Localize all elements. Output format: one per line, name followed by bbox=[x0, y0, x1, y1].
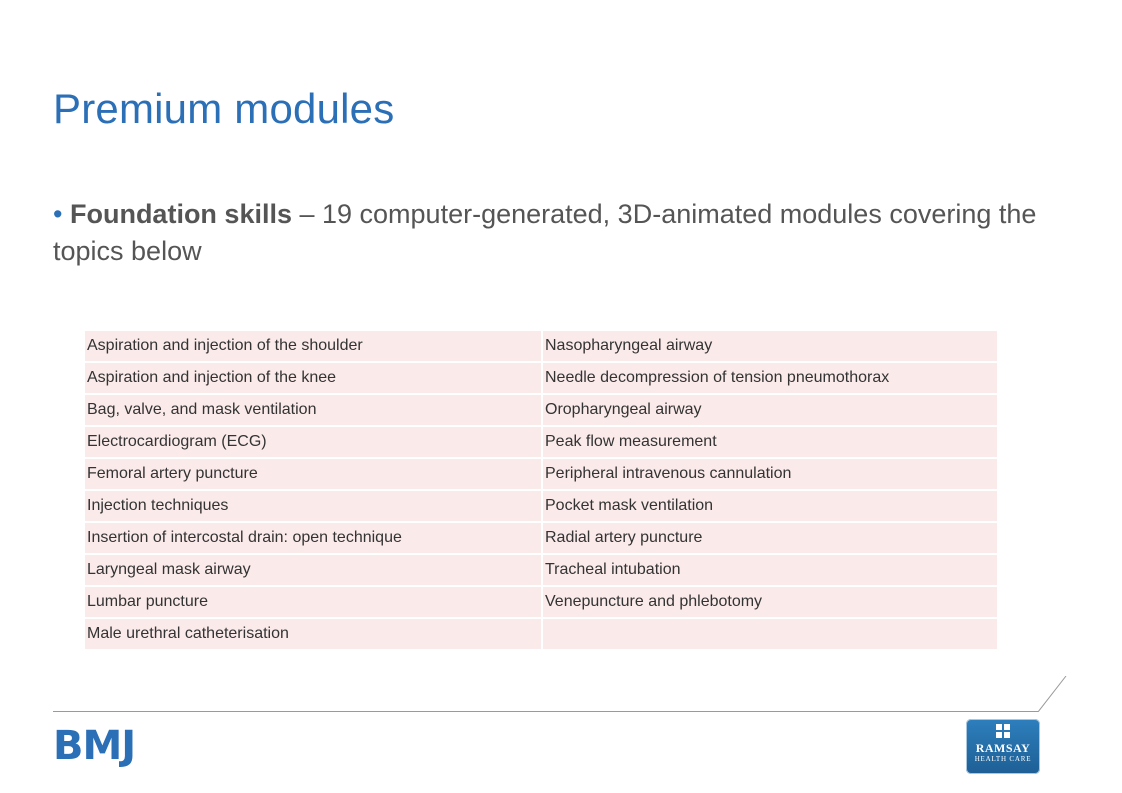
modules-table bbox=[85, 331, 997, 651]
ramsay-logo-subtitle: HEALTH CARE bbox=[974, 755, 1032, 763]
table-row bbox=[85, 427, 997, 459]
table-cell: Peak flow measurement bbox=[543, 427, 997, 459]
bullet-marker: • bbox=[53, 199, 63, 229]
footer-slant-line bbox=[1038, 676, 1068, 712]
bmj-logo: BMJ bbox=[53, 723, 136, 769]
table-cell: Male urethral catheterisation bbox=[85, 619, 543, 651]
table-cell: Injection techniques bbox=[85, 491, 543, 523]
table-cell: Nasopharyngeal airway bbox=[543, 331, 997, 363]
table-cell: Insertion of intercostal drain: open technique bbox=[85, 523, 543, 555]
table-row bbox=[85, 587, 997, 619]
slide-title: Premium modules bbox=[53, 85, 395, 132]
table-row bbox=[85, 395, 997, 427]
ramsay-logo-name: RAMSAY bbox=[975, 741, 1031, 755]
table-row bbox=[85, 363, 997, 395]
table-cell: Electrocardiogram (ECG) bbox=[85, 427, 543, 459]
table-cell bbox=[543, 619, 997, 651]
table-row bbox=[85, 331, 997, 363]
footer-divider bbox=[53, 711, 1038, 712]
table-row bbox=[85, 491, 997, 523]
table-cell: Needle decompression of tension pneumothorax bbox=[543, 363, 997, 395]
table-cell: Venepuncture and phlebotomy bbox=[543, 587, 997, 619]
table-row bbox=[85, 523, 997, 555]
bullet-point bbox=[53, 196, 1063, 270]
table-cell: Oropharyngeal airway bbox=[543, 395, 997, 427]
table-row bbox=[85, 459, 997, 491]
table-cell: Radial artery puncture bbox=[543, 523, 997, 555]
table-cell: Pocket mask ventilation bbox=[543, 491, 997, 523]
table-row bbox=[85, 619, 997, 651]
table-cell: Laryngeal mask airway bbox=[85, 555, 543, 587]
table-cell: Femoral artery puncture bbox=[85, 459, 543, 491]
table-cell: Lumbar puncture bbox=[85, 587, 543, 619]
modules-table-body bbox=[85, 331, 997, 651]
table-cell: Bag, valve, and mask ventilation bbox=[85, 395, 543, 427]
table-cell: Aspiration and injection of the knee bbox=[85, 363, 543, 395]
ramsay-emblem-icon bbox=[996, 724, 1010, 738]
table-cell: Tracheal intubation bbox=[543, 555, 997, 587]
table-cell: Peripheral intravenous cannulation bbox=[543, 459, 997, 491]
bullet-bold-text: Foundation skills bbox=[69, 199, 292, 229]
bullet-text: – 19 computer-generated, 3D-animated modules covering the topics below bbox=[53, 199, 1037, 266]
table-cell: Aspiration and injection of the shoulder bbox=[85, 331, 543, 363]
ramsay-health-care-logo bbox=[966, 719, 1040, 774]
table-row bbox=[85, 555, 997, 587]
